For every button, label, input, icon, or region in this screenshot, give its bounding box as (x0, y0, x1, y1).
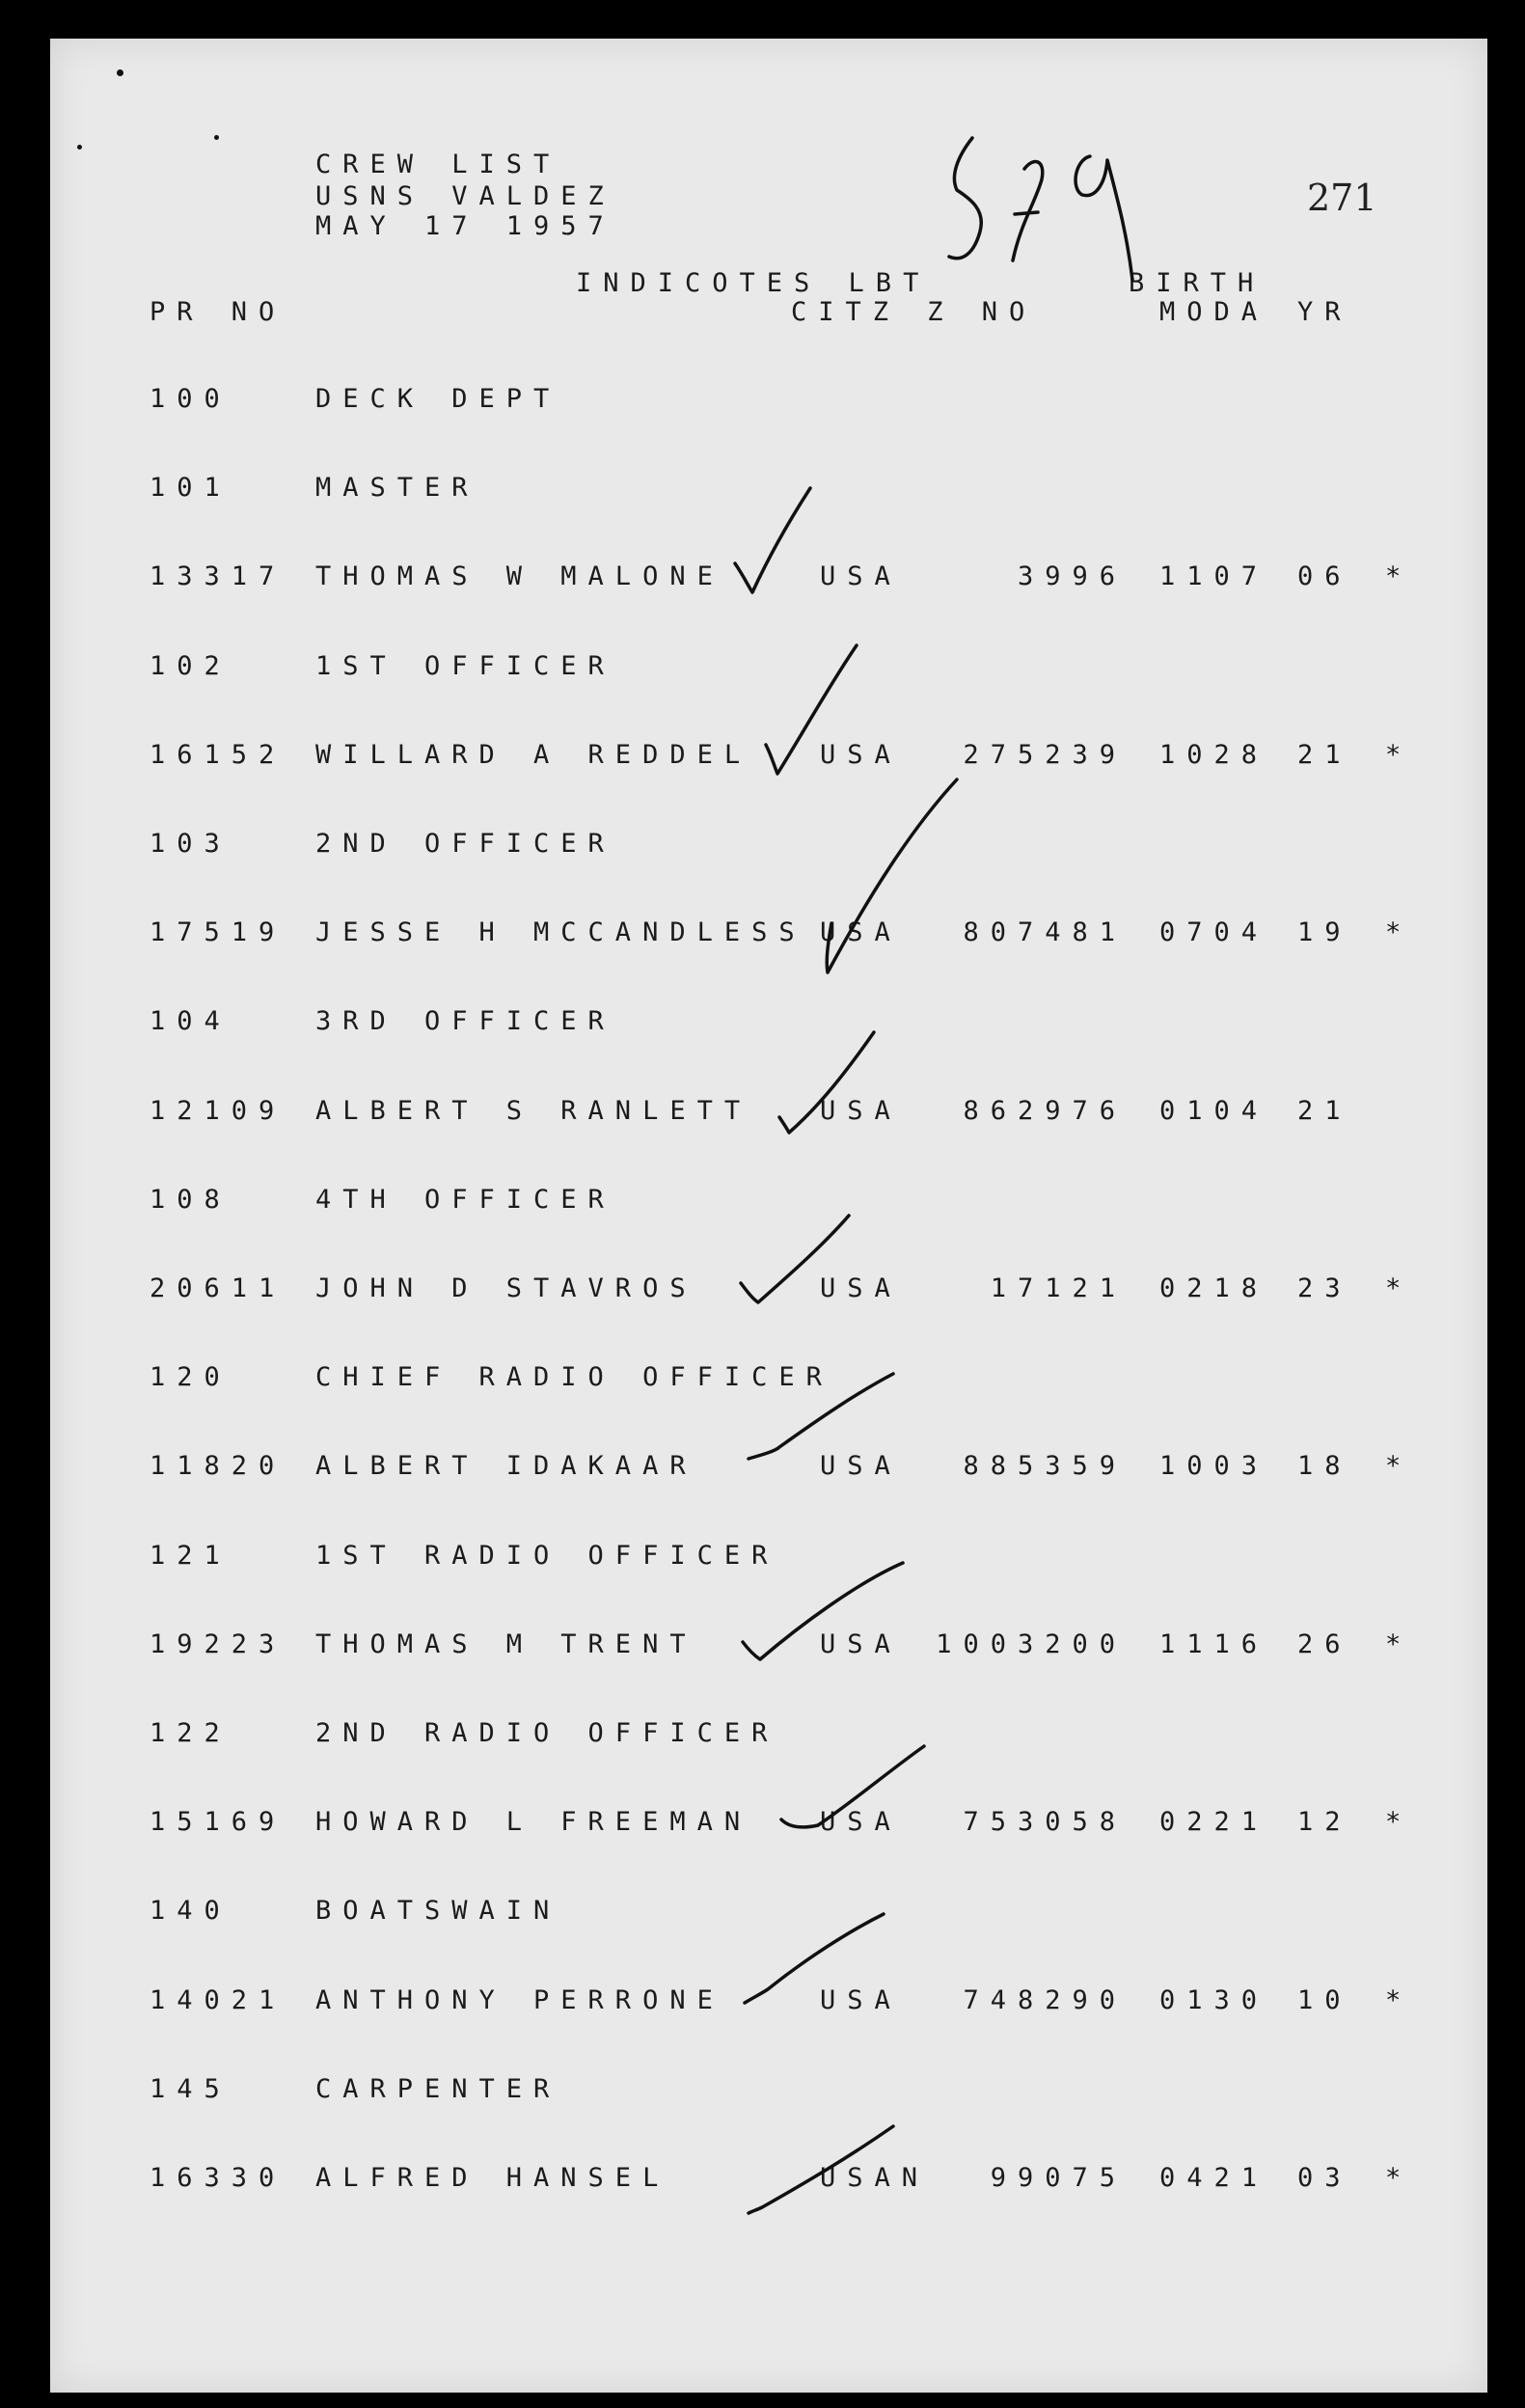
birth-year: 21 (1297, 1096, 1352, 1126)
birth-moda: 1116 (1159, 1629, 1269, 1659)
crew-name: 1ST RADIO OFFICER (315, 1541, 779, 1571)
citizenship: USA (820, 1273, 902, 1303)
crew-name: MASTER (315, 473, 479, 503)
asterisk-mark: * (1385, 740, 1413, 770)
pr-no: 140 (150, 1896, 231, 1926)
pr-no: 14021 (150, 1985, 286, 2015)
crew-name: WILLARD A REDDEL (315, 740, 752, 770)
ink-speck (214, 135, 219, 140)
asterisk-mark: * (1385, 561, 1413, 591)
column-header-yr: YR (1297, 297, 1352, 327)
crew-name: CARPENTER (315, 2074, 561, 2104)
citizenship: USA (820, 1096, 902, 1126)
page-number: 271 (1307, 177, 1377, 219)
crew-name: JOHN D STAVROS (315, 1273, 697, 1303)
asterisk-mark: * (1385, 1985, 1413, 2015)
pr-no: 13317 (150, 561, 286, 591)
pr-no: 17519 (150, 917, 286, 947)
asterisk-mark: * (1385, 1629, 1413, 1659)
z-number: 17121 (990, 1273, 1127, 1303)
pr-no: 19223 (150, 1629, 286, 1659)
birth-moda: 0218 (1159, 1273, 1269, 1303)
citizenship: USA (820, 917, 902, 947)
birth-moda: 0421 (1159, 2163, 1269, 2193)
z-number: 99075 (990, 2163, 1127, 2193)
crew-name: 4TH OFFICER (315, 1185, 615, 1215)
z-number: 862976 (963, 1096, 1127, 1126)
crew-name: 2ND RADIO OFFICER (315, 1718, 779, 1748)
birth-moda: 1028 (1159, 740, 1269, 770)
z-number: 3996 (1017, 561, 1127, 591)
crew-name: CHIEF RADIO OFFICER (315, 1362, 833, 1392)
z-number: 807481 (963, 917, 1127, 947)
birth-year: 06 (1297, 561, 1352, 591)
birth-year: 10 (1297, 1985, 1352, 2015)
citizenship: USA (820, 1985, 902, 2015)
crew-name: JESSE H MCCANDLESS (315, 917, 806, 947)
crew-name: ALBERT IDAKAAR (315, 1451, 697, 1481)
birth-year: 21 (1297, 740, 1352, 770)
pr-no: 16330 (150, 2163, 286, 2193)
column-header-citz: CITZ Z NO (791, 297, 1037, 327)
pr-no: 108 (150, 1185, 231, 1215)
birth-moda: 0704 (1159, 917, 1269, 947)
crew-name: THOMAS W MALONE (315, 561, 724, 591)
birth-year: 26 (1297, 1629, 1352, 1659)
z-number: 748290 (963, 1985, 1127, 2015)
pr-no: 100 (150, 384, 231, 414)
column-header-pr-no: PR NO (150, 297, 286, 327)
crew-name: ALBERT S RANLETT (315, 1096, 752, 1126)
citizenship: USA (820, 740, 902, 770)
citizenship: USA (820, 1629, 902, 1659)
pr-no: 122 (150, 1718, 231, 1748)
asterisk-mark: * (1385, 2163, 1413, 2193)
header-title: CREW LIST (315, 150, 561, 179)
pr-no: 20611 (150, 1273, 286, 1303)
pr-no: 101 (150, 473, 231, 503)
pr-no: 11820 (150, 1451, 286, 1481)
crew-name: 2ND OFFICER (315, 829, 615, 859)
pr-no: 121 (150, 1541, 231, 1571)
asterisk-mark: * (1385, 1273, 1413, 1303)
pr-no: 15169 (150, 1807, 286, 1837)
z-number: 753058 (963, 1807, 1127, 1837)
header-ship-name: USNS VALDEZ (315, 181, 615, 211)
birth-year: 23 (1297, 1273, 1352, 1303)
birth-moda: 0104 (1159, 1096, 1269, 1126)
birth-year: 19 (1297, 917, 1352, 947)
ink-speck (117, 69, 123, 76)
z-number: 885359 (963, 1451, 1127, 1481)
birth-year: 18 (1297, 1451, 1352, 1481)
crew-name: BOATSWAIN (315, 1896, 561, 1926)
birth-moda: 0221 (1159, 1807, 1269, 1837)
pr-no: 103 (150, 829, 231, 859)
crew-name: ALFRED HANSEL (315, 2163, 670, 2193)
crew-name: HOWARD L FREEMAN (315, 1807, 752, 1837)
asterisk-mark: * (1385, 1807, 1413, 1837)
column-header-moda: MODA (1159, 297, 1269, 327)
birth-year: 12 (1297, 1807, 1352, 1837)
asterisk-mark: * (1385, 1451, 1413, 1481)
pr-no: 145 (150, 2074, 231, 2104)
crew-name: DECK DEPT (315, 384, 561, 414)
citizenship: USA (820, 1807, 902, 1837)
birth-year: 03 (1297, 2163, 1352, 2193)
citizenship: USAN (820, 2163, 930, 2193)
birth-moda: 1003 (1159, 1451, 1269, 1481)
document-page (50, 39, 1487, 2393)
crew-name: ANTHONY PERRONE (315, 1985, 724, 2015)
citizenship: USA (820, 1451, 902, 1481)
pr-no: 16152 (150, 740, 286, 770)
pr-no: 104 (150, 1006, 231, 1036)
z-number: 275239 (963, 740, 1127, 770)
header-note: INDICOTES LBT (576, 268, 931, 298)
crew-name: 3RD OFFICER (315, 1006, 615, 1036)
crew-name: THOMAS M TRENT (315, 1629, 697, 1659)
header-date: MAY 17 1957 (315, 211, 615, 241)
z-number: 1003200 (936, 1629, 1127, 1659)
birth-moda: 0130 (1159, 1985, 1269, 2015)
pr-no: 120 (150, 1362, 231, 1392)
crew-name: 1ST OFFICER (315, 651, 615, 681)
column-header-birth: BIRTH (1129, 268, 1266, 298)
pr-no: 102 (150, 651, 231, 681)
pr-no: 12109 (150, 1096, 286, 1126)
birth-moda: 1107 (1159, 561, 1269, 591)
citizenship: USA (820, 561, 902, 591)
asterisk-mark: * (1385, 917, 1413, 947)
ink-speck (77, 145, 82, 150)
